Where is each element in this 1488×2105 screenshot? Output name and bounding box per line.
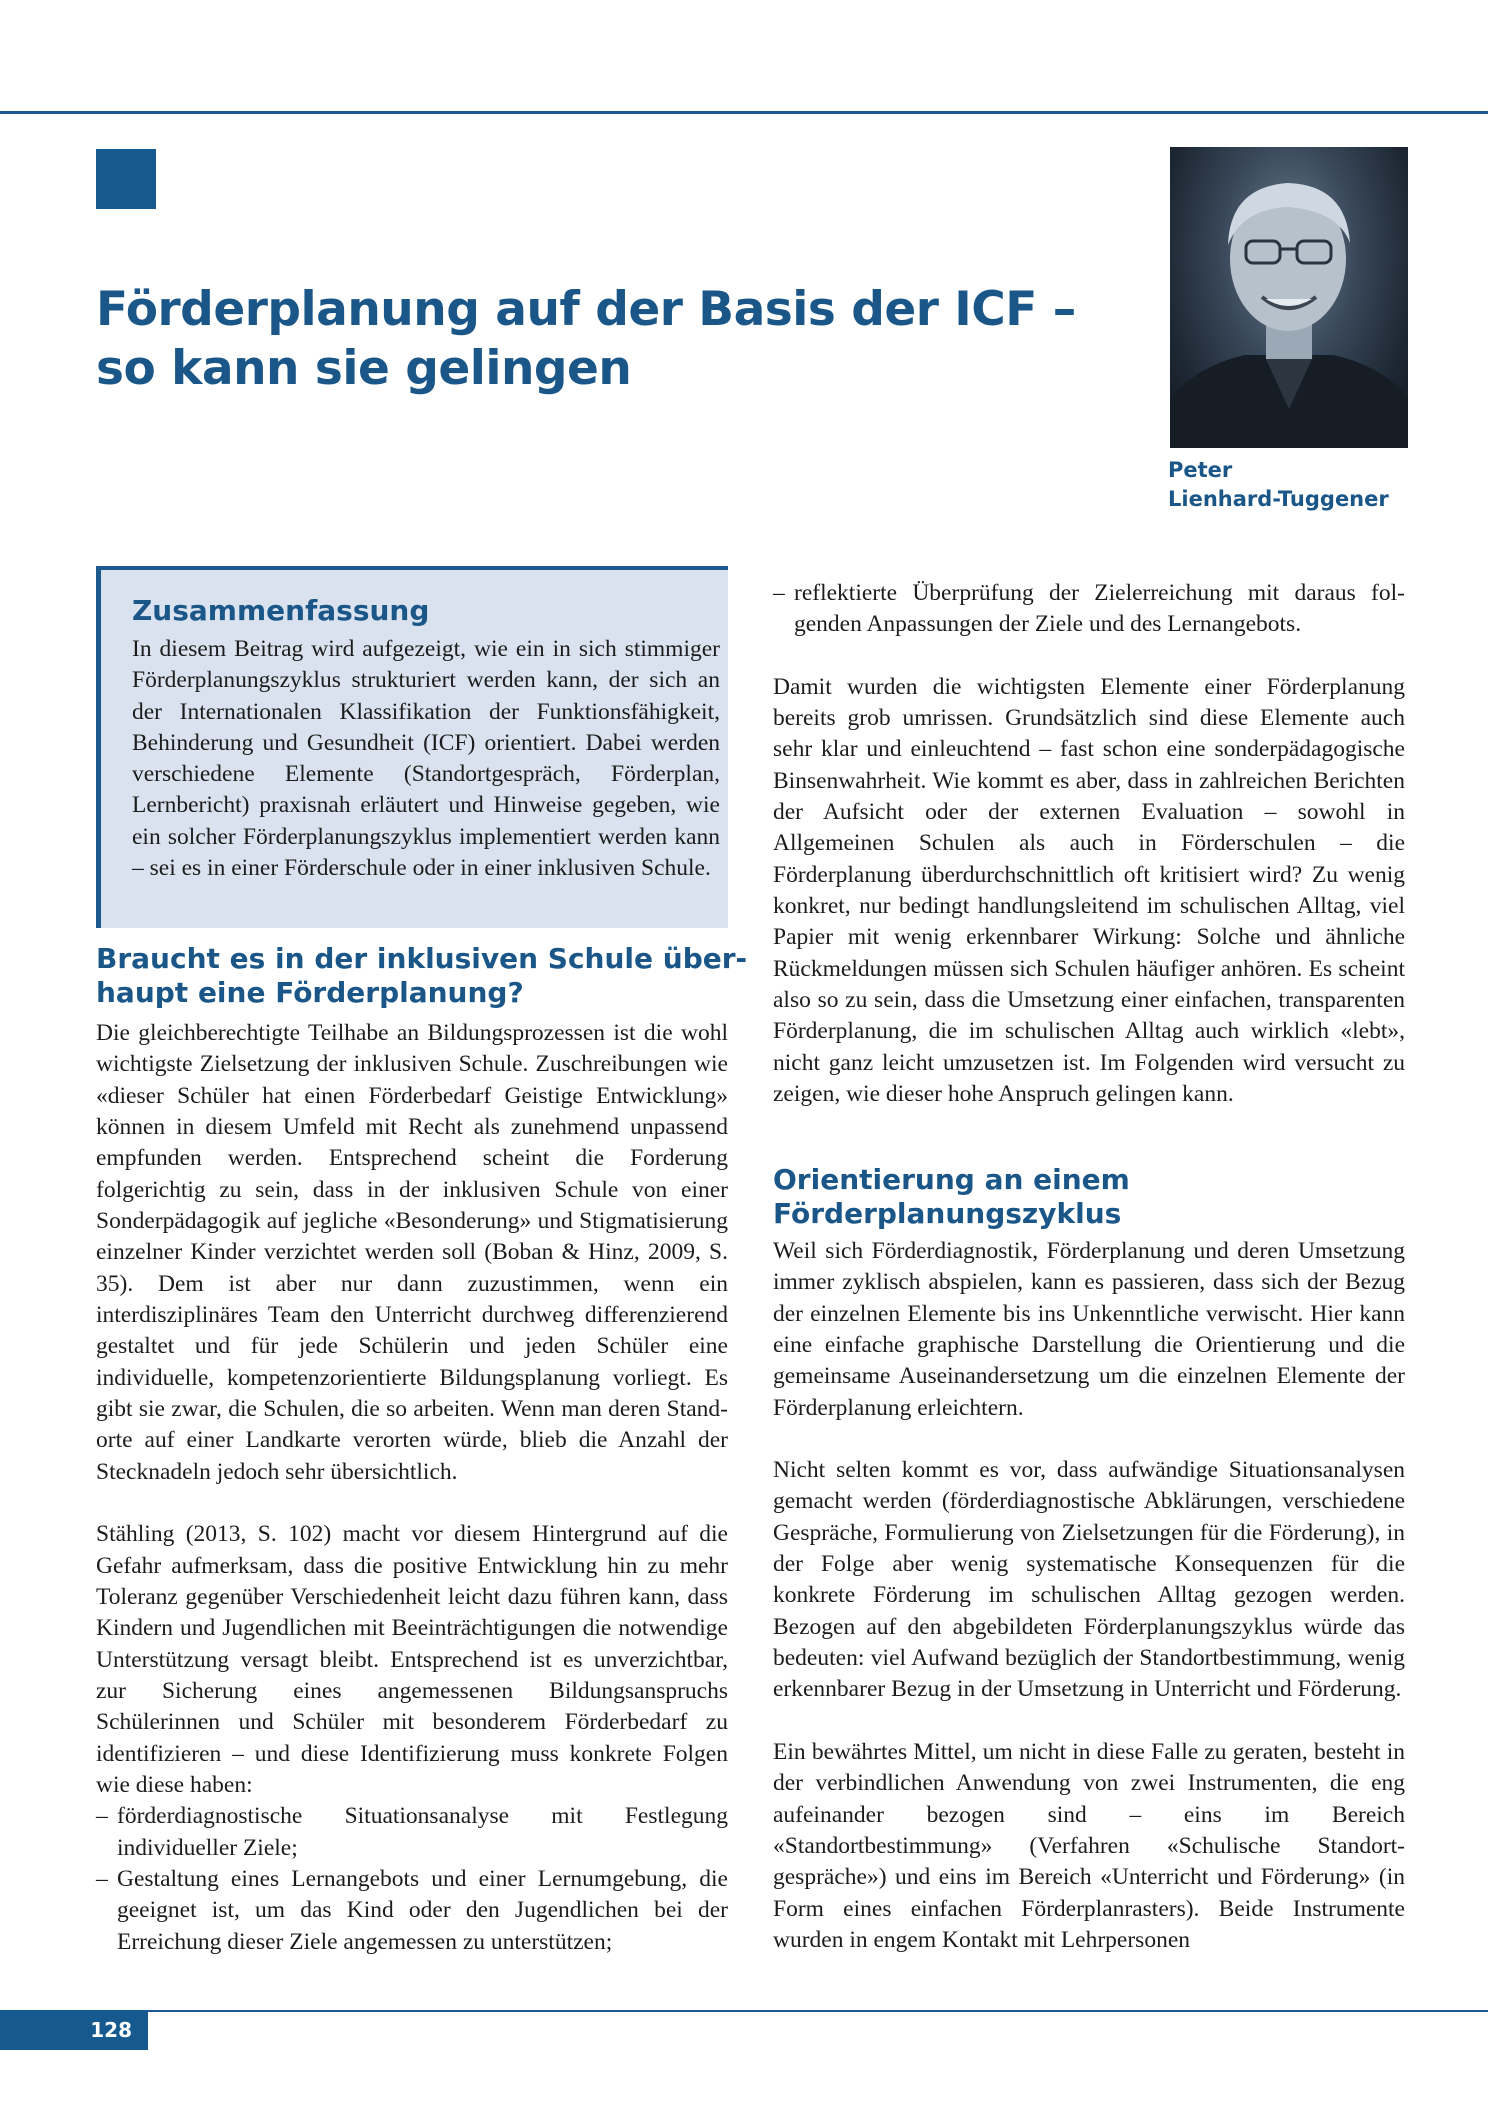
summary-text: In diesem Beitrag wird aufgezeigt, wie ein in sich stimmiger Förderplanungszyklus strukturiert werden kann, der sich an der Internationalen Klassifikation der Funktionsfähigkeit, Behinderung und Gesundheit (ICF) orientiert. Dabei werden verschiedene Elemente (Standortgespräch, Förderplan, Lernbericht) praxisnah erläutert und Hinweise gegeben, wie ein solcher Förderplanungszyklus implementiert werden kann – sei es in einer Förderschule oder in einer inklusiven Schule. [132,636,720,882]
author-photo [1170,147,1408,448]
section-heading-2-line1: Orientierung an einem [773,1163,1130,1196]
bottom-rule [0,2010,1488,2012]
summary-heading: Zusammenfassung [132,594,430,627]
paragraph: Weil sich Förderdiagnostik, Förderplanung und deren Umsetzung immer zyklisch abspielen, kann es passieren, dass sich der Bezug der einzelnen Elemente bis ins Unkenntliche verwischt. Hier kann eine einfache graphische Darstellung die Orientierung und die gemeinsame Auseinandersetzung um die einzelnen Elemente der Förderplanung erleichtern. [773,1238,1405,1421]
page-number [0,2010,148,2050]
right-column-bottom [773,1236,1405,1956]
list-item: – reflektierte Überprüfung der Zielerreichung mit daraus folgenden Anpassungen der Ziele und des Lernangebots. [773,578,1405,641]
list-item: – förderdiagnostische Situationsanalyse mit Festlegung individueller Ziele; [96,1801,728,1864]
section-heading-1-line1: Braucht es in der inklusiven Schule über- [96,942,748,975]
top-rule [0,111,1488,114]
paragraph: Nicht selten kommt es vor, dass aufwändige Situationsanalysen gemacht werden (förderdiagnostische Abklärungen, verschiedene Gespräche, Formulierung von Zielsetzungen für die Förderung), in der Folge aber wenig systematische Konsequenzen für die konkrete Förderung im schulischen Alltag gezogen werden. Bezogen auf den abgebildeten Förderplanungszyklus würde das bedeuten: viel Aufwand bezüglich der Standortbestimmung, wenig erkennbarer Bezug in der Umsetzung in Unterricht und Förderung. [773,1457,1405,1703]
section-heading-1 [96,942,747,1010]
paragraph: Die gleichberechtigte Teilhabe an Bildungsprozessen ist die wohl wichtigste Zielsetzung der inklusiven Schule. Zuschreibungen wie «dieser Schüler hat einen Förderbedarf Geistige Entwicklung» können in diesem Umfeld mit Recht als zunehmend unpassend empfunden werden. Entsprechend scheint die Forderung folgerichtig zu sein, dass in der inklusiven Schule von einer Sonderpädagogik auf jegliche «Besonderung» und Stigmatisierung einzelner Kinder verzichtet werden soll (Boban & Hinz, 2009, S. 35). Dem ist aber nur dann zuzustimmen, wenn ein interdisziplinäres Team den Unterricht durchweg differenzierend gestaltet und für jede Schülerin und jeden Schüler eine individuelle, kompetenzorientierte Bildungsplanung vorliegt. Es gibt sie zwar, die Schulen, die so arbeiten. Wenn man deren Standorte auf einer Landkarte verorten würde, blieb die Anzahl der Stecknadeln jedoch sehr übersichtlich. [96,1020,728,1485]
paragraph: Damit wurden die wichtigsten Elemente einer Förderplanung bereits grob umrissen. Grundsätzlich sind diese Elemente auch sehr klar und einleuchtend – fast schon eine sonderpädagogische Binsenwahrheit. Wie kommt es aber, dass in zahlreichen Berichten der Aufsicht oder der externen Evaluation – sowohl in Allgemeinen Schulen als auch in Förderschulen – die Förderplanung überdurchschnittlich oft kritisiert wird? Zu wenig konkret, nur bedingt handlungsleitend im schulischen Alltag, viel Papier mit wenig erkennbarer Wirkung: Solche und ähnliche Rückmeldungen müssen sich Schulen häufiger anhören. Es scheint also so zu sein, dass die Umsetzung einer einfachen, transparenten Förderplanung, die im schulischen Alltag auch wirklich «lebt», nicht ganz leicht umzusetzen ist. Im Folgenden wird versucht zu zeigen, wie dieser hohe Anspruch gelingen kann. [773,673,1405,1108]
paragraph: Stähling (2013, S. 102) macht vor diesem Hintergrund auf die Gefahr aufmerksam, dass die positive Entwicklung hin zu mehr Toleranz gegenüber Verschiedenheit leicht dazu führen kann, dass Kindern und Jugendlichen mit Beeinträchtigungen die notwendige Unterstützung versagt bleibt. Entsprechend ist es unverzichtbar, zur Sicherung eines angemessenen Bildungsanspruchs Schülerinnen und Schüler mit besonderem Förderbedarf zu identifizieren – und diese Identifizierung muss konkrete Folgen wie diese haben: [96,1521,728,1798]
page-title: Förderplanung auf der Basis der ICF – so kann sie gelingen [96,282,1076,396]
author-name [1168,456,1468,514]
paragraph: Ein bewährtes Mittel, um nicht in diese Falle zu geraten, besteht in der verbindlichen Anwendung von zwei Instrumenten, die eng aufeinander bezogen sind – eins im Bereich «Standortbestimmung» (Verfahren «Schulische Standortgespräche») und eins im Bereich «Unterricht und Förderung» (in Form eines einfachen Förderplanrasters). Beide Instrumente wurden in engem Kontakt mit Lehrpersonen [773,1738,1405,1953]
chapter-marker [96,149,156,209]
left-column [96,1018,728,1958]
requirements-list-continued [773,578,1405,641]
author-last-name: Lienhard-Tuggener [1168,487,1389,511]
section-heading-2-line2: Förderplanungszyklus [773,1197,1122,1230]
requirements-list [96,1801,728,1958]
right-column-top [773,578,1405,1111]
author-first-name: Peter [1168,458,1233,482]
page-number-text: 128 [90,2018,132,2042]
section-heading-1-line2: haupt eine Förderplanung? [96,976,524,1009]
section-heading-2 [773,1163,1130,1231]
list-item: – Gestaltung eines Lernangebots und einer Lernumgebung, die geeignet ist, um das Kind oder den Jugendlichen bei der Erreichung dieser Ziele angemessen zu unterstützen; [96,1864,728,1958]
